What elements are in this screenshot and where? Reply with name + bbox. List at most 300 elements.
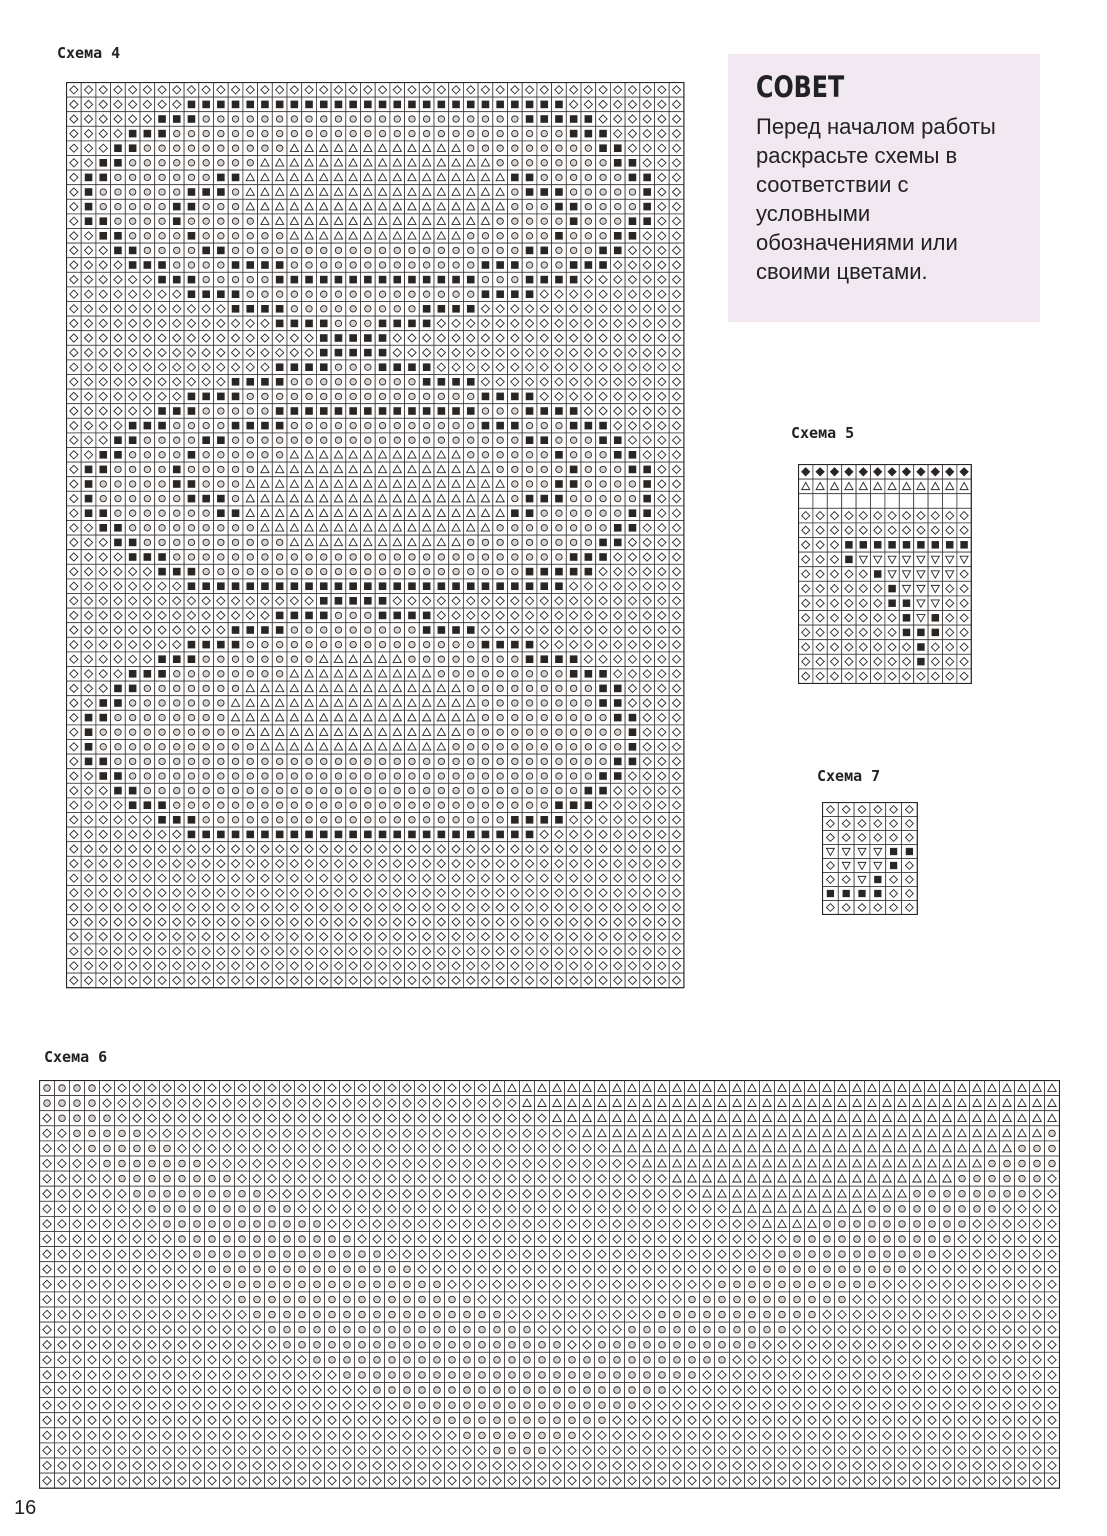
- cell-diamond-outline: [235, 1322, 250, 1337]
- cell-circle: [390, 798, 405, 813]
- cell-triangle-up: [258, 170, 273, 185]
- cell-diamond-outline: [145, 1458, 160, 1473]
- cell-triangle-up: [850, 1126, 865, 1141]
- cell-diamond-outline: [125, 856, 140, 871]
- cell-square-filled: [552, 229, 567, 244]
- cell-square-filled: [463, 623, 478, 638]
- cell-circle: [243, 462, 258, 477]
- cell-diamond-outline: [596, 813, 611, 828]
- cell-circle: [199, 126, 214, 141]
- cell-triangle-up: [910, 1126, 925, 1141]
- cell-square-filled: [886, 859, 902, 873]
- cell-diamond-outline: [871, 596, 885, 611]
- cell-diamond-outline: [910, 1473, 925, 1488]
- cell-diamond-outline: [184, 871, 199, 886]
- cell-diamond-outline: [508, 842, 523, 857]
- cell-diamond-outline: [799, 567, 813, 582]
- cell-diamond-outline: [96, 272, 111, 287]
- cell-diamond-outline: [505, 1292, 520, 1307]
- cell-circle: [552, 754, 567, 769]
- cell-circle: [235, 1186, 250, 1201]
- cell-triangle-up: [346, 491, 361, 506]
- cell-diamond-outline: [610, 1186, 625, 1201]
- cell-diamond-outline: [346, 929, 361, 944]
- cell-circle: [280, 1232, 295, 1247]
- cell-circle: [535, 1383, 550, 1398]
- cell-diamond-outline: [325, 1111, 340, 1126]
- cell-circle: [566, 696, 581, 711]
- cell-circle: [419, 783, 434, 798]
- cell-diamond-outline: [190, 1458, 205, 1473]
- cell-circle: [760, 1262, 775, 1277]
- cell-circle: [250, 1186, 265, 1201]
- cell-triangle-up: [715, 1171, 730, 1186]
- cell-circle: [258, 433, 273, 448]
- cell-diamond-outline: [355, 1186, 370, 1201]
- cell-diamond-outline: [1030, 1216, 1045, 1231]
- cell-circle: [910, 1232, 925, 1247]
- cell-diamond-outline: [970, 1398, 985, 1413]
- cell-circle: [331, 754, 346, 769]
- cell-square-filled: [184, 112, 199, 127]
- cell-diamond-outline: [67, 550, 82, 565]
- cell-diamond-outline: [67, 754, 82, 769]
- cell-square-filled: [155, 667, 170, 682]
- cell-diamond-outline: [325, 1428, 340, 1443]
- cell-diamond-outline: [565, 1292, 580, 1307]
- cell-diamond-outline: [957, 581, 971, 596]
- cell-diamond-outline: [565, 1443, 580, 1458]
- cell-diamond-outline: [96, 608, 111, 623]
- cell-diamond-outline: [655, 740, 670, 755]
- cell-circle: [1015, 1141, 1030, 1156]
- cell-square-filled: [522, 813, 537, 828]
- cell-diamond-outline: [1045, 1171, 1060, 1186]
- cell-circle: [670, 1307, 685, 1322]
- cell-diamond-outline: [565, 1458, 580, 1473]
- cell-diamond-outline: [566, 915, 581, 930]
- cell-diamond-outline: [55, 1473, 70, 1488]
- cell-diamond-filled: [813, 465, 827, 480]
- cell-circle: [508, 433, 523, 448]
- cell-diamond-outline: [375, 944, 390, 959]
- cell-circle: [155, 491, 170, 506]
- cell-circle: [850, 1262, 865, 1277]
- cell-circle: [361, 433, 376, 448]
- cell-circle: [190, 1201, 205, 1216]
- cell-square-filled: [405, 404, 420, 419]
- cell-diamond-outline: [552, 594, 567, 609]
- cell-circle: [463, 637, 478, 652]
- cell-diamond-outline: [940, 1398, 955, 1413]
- cell-diamond-outline: [400, 1171, 415, 1186]
- cell-triangle-up: [655, 1141, 670, 1156]
- cell-circle: [508, 769, 523, 784]
- cell-diamond-outline: [813, 508, 827, 523]
- cell-diamond-outline: [81, 550, 96, 565]
- cell-diamond-outline: [463, 886, 478, 901]
- cell-circle: [405, 433, 420, 448]
- cell-circle: [169, 170, 184, 185]
- cell-square-filled: [625, 229, 640, 244]
- cell-triangle-up: [595, 1126, 610, 1141]
- cell-diamond-outline: [228, 929, 243, 944]
- cell-square-filled: [610, 448, 625, 463]
- cell-square-filled: [508, 579, 523, 594]
- cell-diamond-outline: [184, 929, 199, 944]
- cell-circle: [111, 185, 126, 200]
- cell-diamond-outline: [140, 652, 155, 667]
- cell-diamond-outline: [265, 1111, 280, 1126]
- cell-diamond-outline: [669, 491, 684, 506]
- cell-diamond-outline: [169, 929, 184, 944]
- cell-circle: [100, 1141, 115, 1156]
- cell-circle: [596, 462, 611, 477]
- cell-circle: [302, 126, 317, 141]
- cell-circle: [155, 521, 170, 536]
- cell-diamond-outline: [235, 1171, 250, 1186]
- cell-triangle-up: [1000, 1111, 1015, 1126]
- cell-diamond-outline: [508, 886, 523, 901]
- cell-diamond-outline: [596, 594, 611, 609]
- cell-circle: [508, 404, 523, 419]
- cell-triangle-up: [361, 725, 376, 740]
- cell-diamond-outline: [434, 929, 449, 944]
- cell-diamond-outline: [70, 1292, 85, 1307]
- cell-triangle-down: [899, 552, 913, 567]
- cell-square-filled: [449, 375, 464, 390]
- cell-diamond-outline: [669, 302, 684, 317]
- cell-diamond-outline: [610, 345, 625, 360]
- cell-diamond-outline: [214, 83, 229, 98]
- cell-diamond-outline: [355, 1232, 370, 1247]
- cell-diamond-outline: [505, 1141, 520, 1156]
- cell-diamond-outline: [1030, 1473, 1045, 1488]
- cell-diamond-outline: [111, 900, 126, 915]
- cell-circle: [400, 1277, 415, 1292]
- cell-square-filled: [463, 302, 478, 317]
- cell-triangle-up: [346, 229, 361, 244]
- cell-circle: [272, 813, 287, 828]
- cell-circle: [445, 1337, 460, 1352]
- cell-circle: [355, 1322, 370, 1337]
- cell-circle: [522, 156, 537, 171]
- cell-square-filled: [302, 97, 317, 112]
- cell-diamond-outline: [115, 1413, 130, 1428]
- cell-diamond-outline: [100, 1171, 115, 1186]
- cell-diamond-outline: [405, 915, 420, 930]
- cell-diamond-outline: [522, 608, 537, 623]
- cell-square-filled: [508, 418, 523, 433]
- cell-diamond-outline: [669, 126, 684, 141]
- cell-triangle-up: [880, 1081, 895, 1096]
- cell-square-filled: [184, 389, 199, 404]
- cell-circle: [835, 1292, 850, 1307]
- cell-diamond-outline: [67, 944, 82, 959]
- cell-diamond-outline: [205, 1383, 220, 1398]
- cell-diamond-outline: [522, 375, 537, 390]
- cell-diamond-outline: [145, 1081, 160, 1096]
- cell-diamond-outline: [96, 258, 111, 273]
- cell-diamond-outline: [522, 594, 537, 609]
- cell-diamond-outline: [1000, 1443, 1015, 1458]
- cell-diamond-outline: [955, 1352, 970, 1367]
- cell-square-filled: [243, 827, 258, 842]
- cell-triangle-up: [346, 652, 361, 667]
- cell-diamond-outline: [640, 316, 655, 331]
- cell-circle: [790, 1232, 805, 1247]
- cell-diamond-outline: [310, 1458, 325, 1473]
- cell-diamond-outline: [640, 1473, 655, 1488]
- cell-square-filled: [823, 887, 839, 901]
- cell-diamond-outline: [55, 1262, 70, 1277]
- cell-diamond-outline: [805, 1428, 820, 1443]
- cell-square-filled: [522, 506, 537, 521]
- cell-circle: [243, 564, 258, 579]
- cell-triangle-up: [272, 710, 287, 725]
- cell-diamond-outline: [478, 594, 493, 609]
- cell-circle: [316, 623, 331, 638]
- scheme-5-label: Схема 5: [791, 424, 855, 442]
- cell-circle: [295, 1262, 310, 1277]
- cell-diamond-outline: [715, 1458, 730, 1473]
- cell-diamond-outline: [475, 1262, 490, 1277]
- cell-diamond-outline: [331, 83, 346, 98]
- cell-circle: [1015, 1186, 1030, 1201]
- cell-square-filled: [610, 243, 625, 258]
- cell-square-filled: [914, 625, 928, 640]
- cell-diamond-outline: [155, 594, 170, 609]
- cell-diamond-outline: [67, 477, 82, 492]
- cell-diamond-outline: [655, 418, 670, 433]
- cell-diamond-outline: [856, 581, 870, 596]
- cell-square-filled: [463, 404, 478, 419]
- cell-diamond-outline: [640, 550, 655, 565]
- cell-diamond-outline: [67, 696, 82, 711]
- cell-circle: [493, 462, 508, 477]
- cell-circle: [370, 1292, 385, 1307]
- cell-circle: [228, 652, 243, 667]
- cell-square-filled: [96, 754, 111, 769]
- cell-circle: [463, 725, 478, 740]
- cell-diamond-outline: [655, 214, 670, 229]
- cell-diamond-outline: [130, 1096, 145, 1111]
- cell-diamond-outline: [287, 842, 302, 857]
- cell-diamond-outline: [970, 1216, 985, 1231]
- cell-diamond-outline: [184, 886, 199, 901]
- cell-diamond-outline: [669, 521, 684, 536]
- cell-circle: [331, 287, 346, 302]
- cell-circle: [184, 141, 199, 156]
- cell-diamond-outline: [537, 316, 552, 331]
- cell-triangle-up: [625, 1111, 640, 1126]
- cell-triangle-up: [730, 1141, 745, 1156]
- cell-circle: [493, 156, 508, 171]
- cell-diamond-outline: [175, 1262, 190, 1277]
- cell-triangle-up: [375, 214, 390, 229]
- cell-circle: [375, 623, 390, 638]
- cell-square-filled: [596, 681, 611, 696]
- cell-diamond-outline: [184, 316, 199, 331]
- cell-square-filled: [361, 827, 376, 842]
- cell-diamond-outline: [265, 1413, 280, 1428]
- cell-diamond-outline: [478, 871, 493, 886]
- cell-triangle-up: [955, 1096, 970, 1111]
- cell-diamond-outline: [100, 1201, 115, 1216]
- cell-diamond-outline: [655, 521, 670, 536]
- cell-diamond-outline: [475, 1081, 490, 1096]
- cell-square-filled: [566, 214, 581, 229]
- cell-square-filled: [184, 185, 199, 200]
- cell-circle: [140, 156, 155, 171]
- cell-diamond-outline: [925, 1322, 940, 1337]
- cell-triangle-up: [405, 170, 420, 185]
- cell-diamond-outline: [596, 959, 611, 974]
- cell-diamond-outline: [596, 404, 611, 419]
- cell-circle: [566, 535, 581, 550]
- cell-circle: [258, 783, 273, 798]
- cell-diamond-outline: [850, 1307, 865, 1322]
- cell-square-filled: [508, 637, 523, 652]
- cell-circle: [520, 1367, 535, 1382]
- cell-triangle-up: [419, 214, 434, 229]
- cell-square-filled: [375, 827, 390, 842]
- cell-triangle-down: [885, 567, 899, 582]
- cell-square-filled: [243, 375, 258, 390]
- cell-diamond-outline: [67, 491, 82, 506]
- cell-diamond-outline: [655, 725, 670, 740]
- cell-circle: [325, 1352, 340, 1367]
- cell-circle: [111, 199, 126, 214]
- cell-square-filled: [302, 827, 317, 842]
- cell-circle: [508, 229, 523, 244]
- cell-diamond-outline: [155, 345, 170, 360]
- cell-diamond-outline: [655, 345, 670, 360]
- cell-triangle-up: [895, 1171, 910, 1186]
- cell-circle: [258, 272, 273, 287]
- cell-diamond-outline: [880, 1322, 895, 1337]
- cell-circle: [640, 1322, 655, 1337]
- cell-diamond-outline: [81, 302, 96, 317]
- cell-diamond-outline: [125, 900, 140, 915]
- cell-diamond-outline: [85, 1428, 100, 1443]
- cell-diamond-outline: [96, 404, 111, 419]
- cell-triangle-up: [272, 491, 287, 506]
- cell-diamond-outline: [655, 798, 670, 813]
- cell-diamond-outline: [596, 798, 611, 813]
- cell-diamond-outline: [655, 199, 670, 214]
- cell-diamond-outline: [655, 564, 670, 579]
- cell-circle: [361, 258, 376, 273]
- cell-circle: [199, 681, 214, 696]
- cell-diamond-outline: [175, 1337, 190, 1352]
- cell-triangle-up: [375, 448, 390, 463]
- cell-square-filled: [640, 462, 655, 477]
- cell-triangle-up: [331, 667, 346, 682]
- cell-diamond-outline: [478, 900, 493, 915]
- cell-diamond-outline: [610, 258, 625, 273]
- cell-diamond-outline: [596, 608, 611, 623]
- cell-circle: [190, 1247, 205, 1262]
- cell-diamond-outline: [925, 1428, 940, 1443]
- cell-circle: [125, 696, 140, 711]
- cell-circle: [493, 783, 508, 798]
- cell-diamond-outline: [490, 1156, 505, 1171]
- cell-triangle-up: [775, 1156, 790, 1171]
- cell-circle: [522, 214, 537, 229]
- cell-diamond-outline: [537, 623, 552, 638]
- cell-diamond-outline: [535, 1473, 550, 1488]
- cell-diamond-outline: [81, 871, 96, 886]
- cell-diamond-outline: [155, 389, 170, 404]
- cell-diamond-outline: [199, 871, 214, 886]
- cell-diamond-outline: [835, 1337, 850, 1352]
- cell-diamond-outline: [115, 1352, 130, 1367]
- cell-diamond-outline: [955, 1458, 970, 1473]
- cell-diamond-outline: [235, 1156, 250, 1171]
- cell-diamond-outline: [67, 652, 82, 667]
- cell-circle: [463, 652, 478, 667]
- cell-diamond-outline: [670, 1428, 685, 1443]
- cell-diamond-outline: [655, 185, 670, 200]
- cell-diamond-outline: [400, 1413, 415, 1428]
- cell-circle: [415, 1322, 430, 1337]
- cell-diamond-outline: [67, 433, 82, 448]
- cell-diamond-outline: [430, 1458, 445, 1473]
- cell-diamond-outline: [493, 973, 508, 988]
- cell-circle: [55, 1081, 70, 1096]
- cell-diamond-outline: [550, 1216, 565, 1231]
- cell-diamond-outline: [375, 973, 390, 988]
- cell-triangle-up: [331, 535, 346, 550]
- cell-triangle-up: [775, 1216, 790, 1231]
- cell-circle: [566, 141, 581, 156]
- cell-triangle-up: [895, 1081, 910, 1096]
- cell-diamond-outline: [214, 608, 229, 623]
- cell-diamond-outline: [175, 1141, 190, 1156]
- cell-diamond-outline: [550, 1171, 565, 1186]
- cell-triangle-up: [434, 740, 449, 755]
- cell-diamond-outline: [40, 1413, 55, 1428]
- cell-diamond-outline: [81, 929, 96, 944]
- cell-diamond-outline: [40, 1186, 55, 1201]
- cell-square-filled: [566, 667, 581, 682]
- cell-circle: [581, 754, 596, 769]
- cell-triangle-up: [434, 214, 449, 229]
- cell-diamond-outline: [595, 1262, 610, 1277]
- cell-diamond-outline: [155, 608, 170, 623]
- cell-triangle-up: [302, 535, 317, 550]
- cell-diamond-outline: [100, 1186, 115, 1201]
- cell-square-filled: [566, 462, 581, 477]
- cell-circle: [228, 229, 243, 244]
- cell-diamond-outline: [490, 1292, 505, 1307]
- cell-diamond-outline: [449, 360, 464, 375]
- cell-diamond-outline: [160, 1096, 175, 1111]
- cell-triangle-up: [715, 1186, 730, 1201]
- cell-diamond-outline: [522, 83, 537, 98]
- cell-square-filled: [899, 538, 913, 553]
- cell-circle: [130, 1126, 145, 1141]
- cell-circle: [316, 389, 331, 404]
- cell-diamond-outline: [595, 1458, 610, 1473]
- cell-circle: [522, 418, 537, 433]
- cell-diamond-outline: [730, 1383, 745, 1398]
- cell-circle: [405, 754, 420, 769]
- cell-circle: [214, 564, 229, 579]
- cell-circle: [184, 769, 199, 784]
- cell-diamond-outline: [140, 856, 155, 871]
